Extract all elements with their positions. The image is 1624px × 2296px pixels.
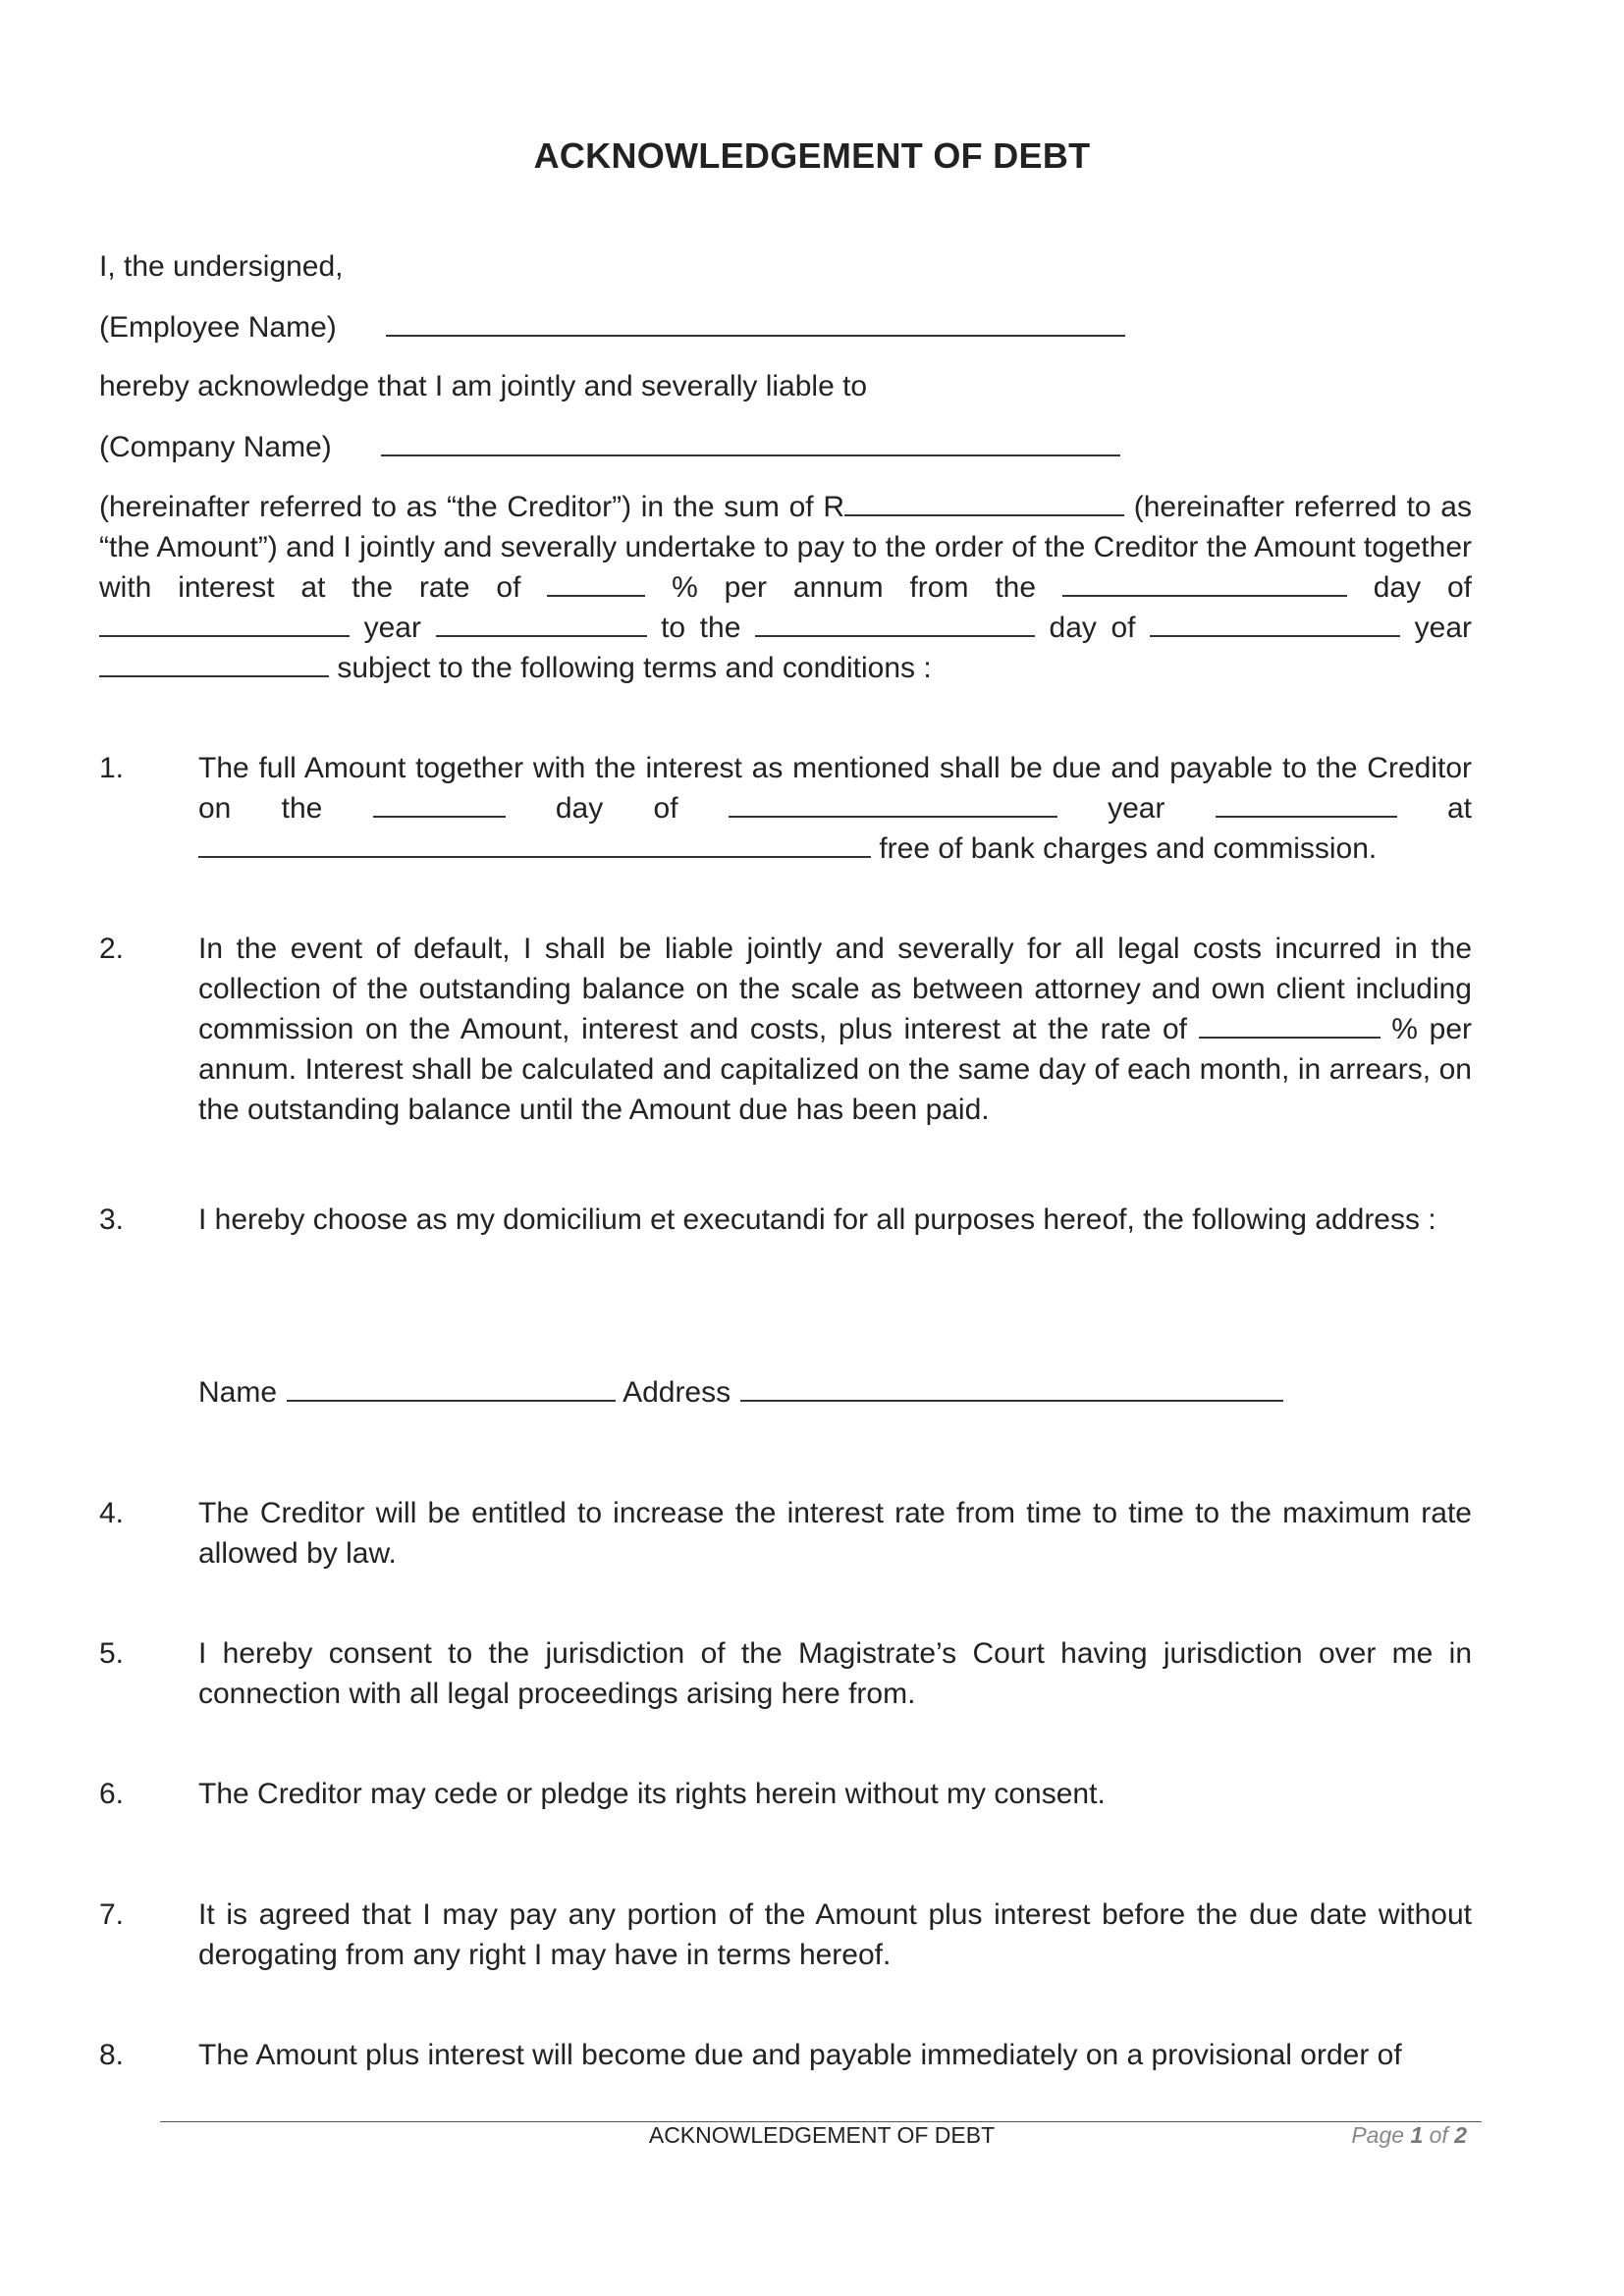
main-text-6: to the <box>646 612 755 644</box>
term-number: 6. <box>99 1778 125 1810</box>
term-text: It is agreed that I may pay any portion of the Amount plus interest before the due date without derogating from any right I may have in terms hereof. <box>198 1898 1472 1971</box>
from-year-field[interactable] <box>436 608 647 637</box>
main-text-8: year <box>1400 612 1472 644</box>
term-number: 7. <box>99 1898 125 1931</box>
company-name-label: (Company Name) <box>99 431 332 463</box>
payment-place-field[interactable] <box>198 828 871 858</box>
main-text-5: year <box>350 612 436 644</box>
term-item-2 <box>99 929 1472 1130</box>
page-total: 2 <box>1454 2122 1467 2148</box>
to-month-field[interactable] <box>1150 608 1400 637</box>
term-item-7 <box>99 1895 1472 1975</box>
main-text-3: % per annum from the <box>645 571 1062 604</box>
term-item-1 <box>99 748 1472 869</box>
term-text: The full Amount together with the interest as mentioned shall be due and payable to the Creditor on the <box>198 752 1472 825</box>
footer-title: ACKNOWLEDGEMENT OF DEBT <box>648 2122 996 2148</box>
term-number: 1. <box>99 752 125 784</box>
term-item-3 <box>99 1190 1472 1250</box>
employee-name-label: (Employee Name) <box>99 311 337 344</box>
term-text: The Creditor may cede or pledge its rights herein without my consent. <box>198 1778 1106 1810</box>
term-text: The Amount plus interest will become due and payable immediately on a provisional order of <box>198 2039 1402 2071</box>
term-text: % per annum. Interest shall be calculated and capitalized on the same day of each month, in arrears, on the outstanding balance until the Amount due has been paid. <box>198 1013 1472 1126</box>
to-day-field[interactable] <box>755 608 1035 637</box>
domicilium-address-line <box>198 1372 1283 1413</box>
page-word: Page <box>1351 2122 1405 2148</box>
intro-line: I, the undersigned, <box>99 250 344 283</box>
employee-name-field[interactable] <box>386 307 1125 337</box>
term-number: 2. <box>99 933 125 965</box>
term-item-5 <box>99 1633 1472 1714</box>
domicilium-address-field[interactable] <box>740 1372 1283 1402</box>
term-item-4 <box>99 1493 1472 1574</box>
page-indicator <box>1351 2122 1467 2149</box>
domicilium-name-field[interactable] <box>287 1372 616 1402</box>
name-label: Name <box>198 1376 278 1409</box>
of-word: of <box>1429 2122 1448 2148</box>
term-item-8 <box>99 2035 1472 2075</box>
employee-name-line <box>99 307 1125 347</box>
term-text: day of <box>505 792 729 825</box>
term-text: year <box>1056 792 1216 825</box>
default-interest-rate-field[interactable] <box>1199 1009 1380 1039</box>
amount-field[interactable] <box>844 487 1124 516</box>
term-item-6 <box>99 1774 1472 1814</box>
due-day-field[interactable] <box>373 788 506 818</box>
main-paragraph <box>99 487 1472 688</box>
term-number: 3. <box>99 1203 125 1236</box>
company-name-field[interactable] <box>381 427 1120 456</box>
page-number: 1 <box>1410 2122 1424 2148</box>
from-day-field[interactable] <box>1062 567 1347 597</box>
term-text: at <box>1396 792 1473 825</box>
term-text: free of bank charges and commission. <box>871 832 1378 865</box>
acknowledge-line: hereby acknowledge that I am jointly and severally liable to <box>99 370 868 402</box>
term-text: In the event of default, I shall be liable jointly and severally for all legal costs incurred in the collection of the outstanding balance on the scale as between attorney and own client including commission on the Amount, interest and costs, plus interest at the rate of <box>198 933 1472 1045</box>
to-year-field[interactable] <box>99 648 329 677</box>
term-text: I hereby consent to the jurisdiction of the Magistrate’s Court having jurisdiction over me in connection with all legal proceedings arising here from. <box>198 1637 1472 1710</box>
term-text: The Creditor will be entitled to increase the interest rate from time to time to the maximum rate allowed by law. <box>198 1497 1472 1570</box>
main-text-1: (hereinafter referred to as “the Creditor”) in the sum of R <box>99 491 844 523</box>
document-title: ACKNOWLEDGEMENT OF DEBT <box>533 135 1091 176</box>
due-year-field[interactable] <box>1216 788 1397 818</box>
company-name-line <box>99 427 1120 467</box>
term-number: 5. <box>99 1637 125 1670</box>
main-text-9: subject to the following terms and conditions : <box>329 652 932 684</box>
term-number: 4. <box>99 1497 125 1529</box>
main-text-7: day of <box>1034 612 1151 644</box>
main-text-2: (hereinafter referred to as “the Amount”) and I jointly and severally undertake to pay to the order of the Creditor the Amount together with interest at the rate of <box>99 491 1472 604</box>
interest-rate-field[interactable] <box>547 567 645 597</box>
term-number: 8. <box>99 2039 125 2071</box>
from-month-field[interactable] <box>99 608 350 637</box>
term-text: I hereby choose as my domicilium et executandi for all purposes hereof, the following address : <box>198 1203 1436 1236</box>
main-text-4: day of <box>1346 571 1472 604</box>
due-month-field[interactable] <box>729 788 1057 818</box>
address-label: Address <box>623 1376 731 1409</box>
